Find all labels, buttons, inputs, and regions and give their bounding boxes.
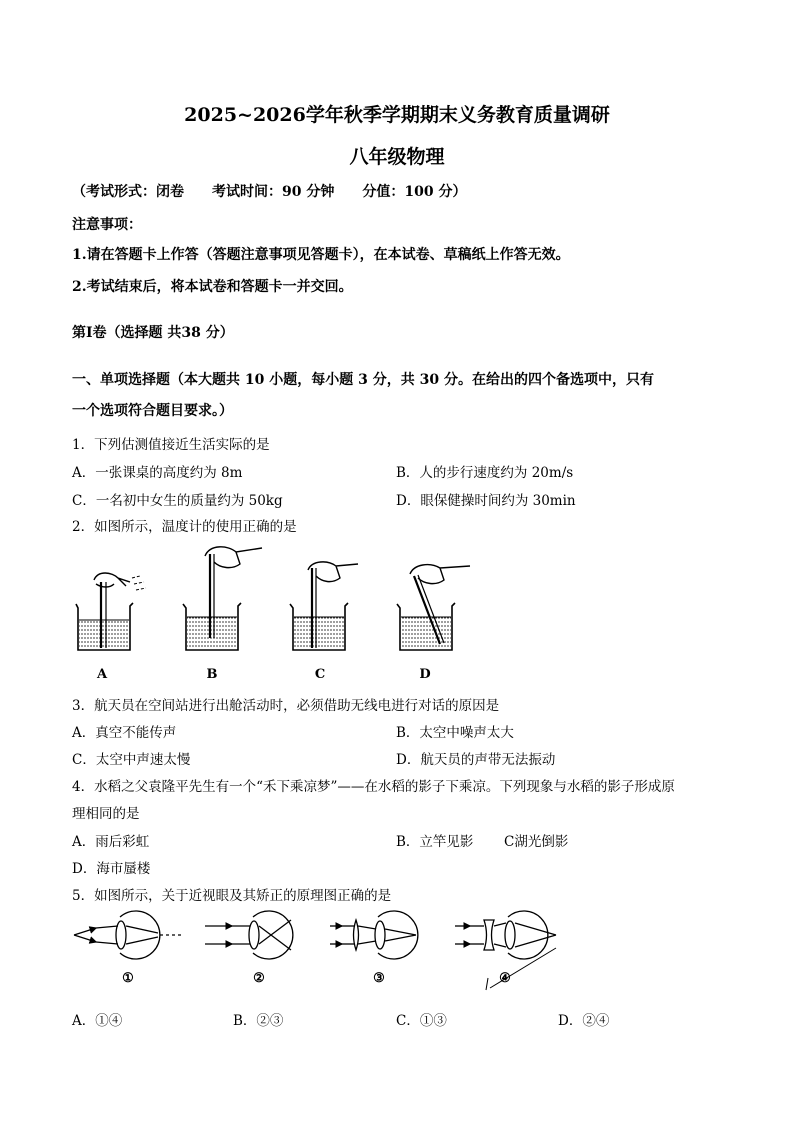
q4-stem-line2: 理相同的是 xyxy=(72,806,140,822)
eye-label-1: ① xyxy=(122,971,134,986)
exam-title: 2025~2026学年秋季学期期末义务教育质量调研 xyxy=(184,104,610,126)
q1-option-a: A．一张课桌的高度约为 8m xyxy=(72,465,243,481)
eye-label-4: ④ xyxy=(499,971,511,986)
q1-option-c: C．一名初中女生的质量约为 50kg xyxy=(72,493,283,509)
q1-option-d: D．眼保健操时间约为 30min xyxy=(396,493,576,509)
beaker-c-icon xyxy=(290,562,358,650)
section1-line1: 一、单项选择题（本大题共 10 小题，每小题 3 分，共 30 分。在给出的四个备选项中，只有 xyxy=(72,372,654,388)
q5-option-b: B．②③ xyxy=(233,1013,284,1029)
q3-option-d: D．航天员的声带无法振动 xyxy=(396,752,556,768)
figure-label-b: B xyxy=(206,667,218,682)
eye-label-2: ② xyxy=(253,971,265,986)
q5-option-a: A．①④ xyxy=(72,1013,123,1029)
eye-diagram-1-icon xyxy=(74,911,182,959)
eye-diagram-3-icon xyxy=(330,911,418,959)
exam-info: （考试形式：闭卷 考试时间：90 分钟 分值：100 分） xyxy=(72,184,467,200)
q5-option-c: C．①③ xyxy=(396,1013,447,1029)
q1-option-b: B．人的步行速度约为 20m/s xyxy=(396,465,574,481)
q5-option-d: D．②④ xyxy=(558,1013,610,1029)
notes-heading: 注意事项： xyxy=(72,217,142,233)
q3-option-c: C．太空中声速太慢 xyxy=(72,752,191,768)
figure-label-a: A xyxy=(96,667,108,682)
q5-stem: 5．如图所示，关于近视眼及其矫正的原理图正确的是 xyxy=(72,888,392,904)
figure-label-d: D xyxy=(419,667,431,682)
q4-option-a: A．雨后彩虹 xyxy=(72,834,150,850)
beaker-d-icon xyxy=(397,565,470,650)
note-item-1: 1.请在答题卡上作答（答题注意事项见答题卡），在本试卷、草稿纸上作答无效。 xyxy=(72,247,570,263)
beaker-a-icon xyxy=(76,573,146,650)
beaker-b-icon xyxy=(183,547,262,650)
q4-stem-line1: 4．水稻之父袁隆平先生有一个“禾下乘凉梦”——在水稻的影子下乘凉。下列现象与水稻的影子形成原 xyxy=(72,779,675,795)
q3-option-b: B．太空中噪声太大 xyxy=(396,725,514,741)
q1-stem: 1．下列估测值接近生活实际的是 xyxy=(72,437,270,453)
eye-diagram-figure xyxy=(0,905,794,1005)
part1-heading: 第Ⅰ卷（选择题 共38 分） xyxy=(72,325,234,341)
q3-option-a: A．真空不能传声 xyxy=(72,725,177,741)
q3-stem: 3．航天员在空间站进行出舱活动时，必须借助无线电进行对话的原因是 xyxy=(72,698,500,714)
eye-label-3: ③ xyxy=(373,971,385,986)
section1-line2: 一个选项符合题目要求。） xyxy=(72,403,233,419)
q4-option-d: D．海市蜃楼 xyxy=(72,861,151,877)
note-item-2: 2.考试结束后，将本试卷和答题卡一并交回。 xyxy=(72,279,353,295)
figure-label-c: C xyxy=(314,667,326,682)
q4-option-c: C湖光倒影 xyxy=(504,834,569,850)
exam-subtitle: 八年级物理 xyxy=(349,146,445,168)
thermometer-figure xyxy=(0,540,794,680)
q4-option-b: B．立竿见影 xyxy=(396,834,474,850)
q2-stem: 2．如图所示，温度计的使用正确的是 xyxy=(72,519,297,535)
eye-diagram-2-icon xyxy=(205,911,293,959)
